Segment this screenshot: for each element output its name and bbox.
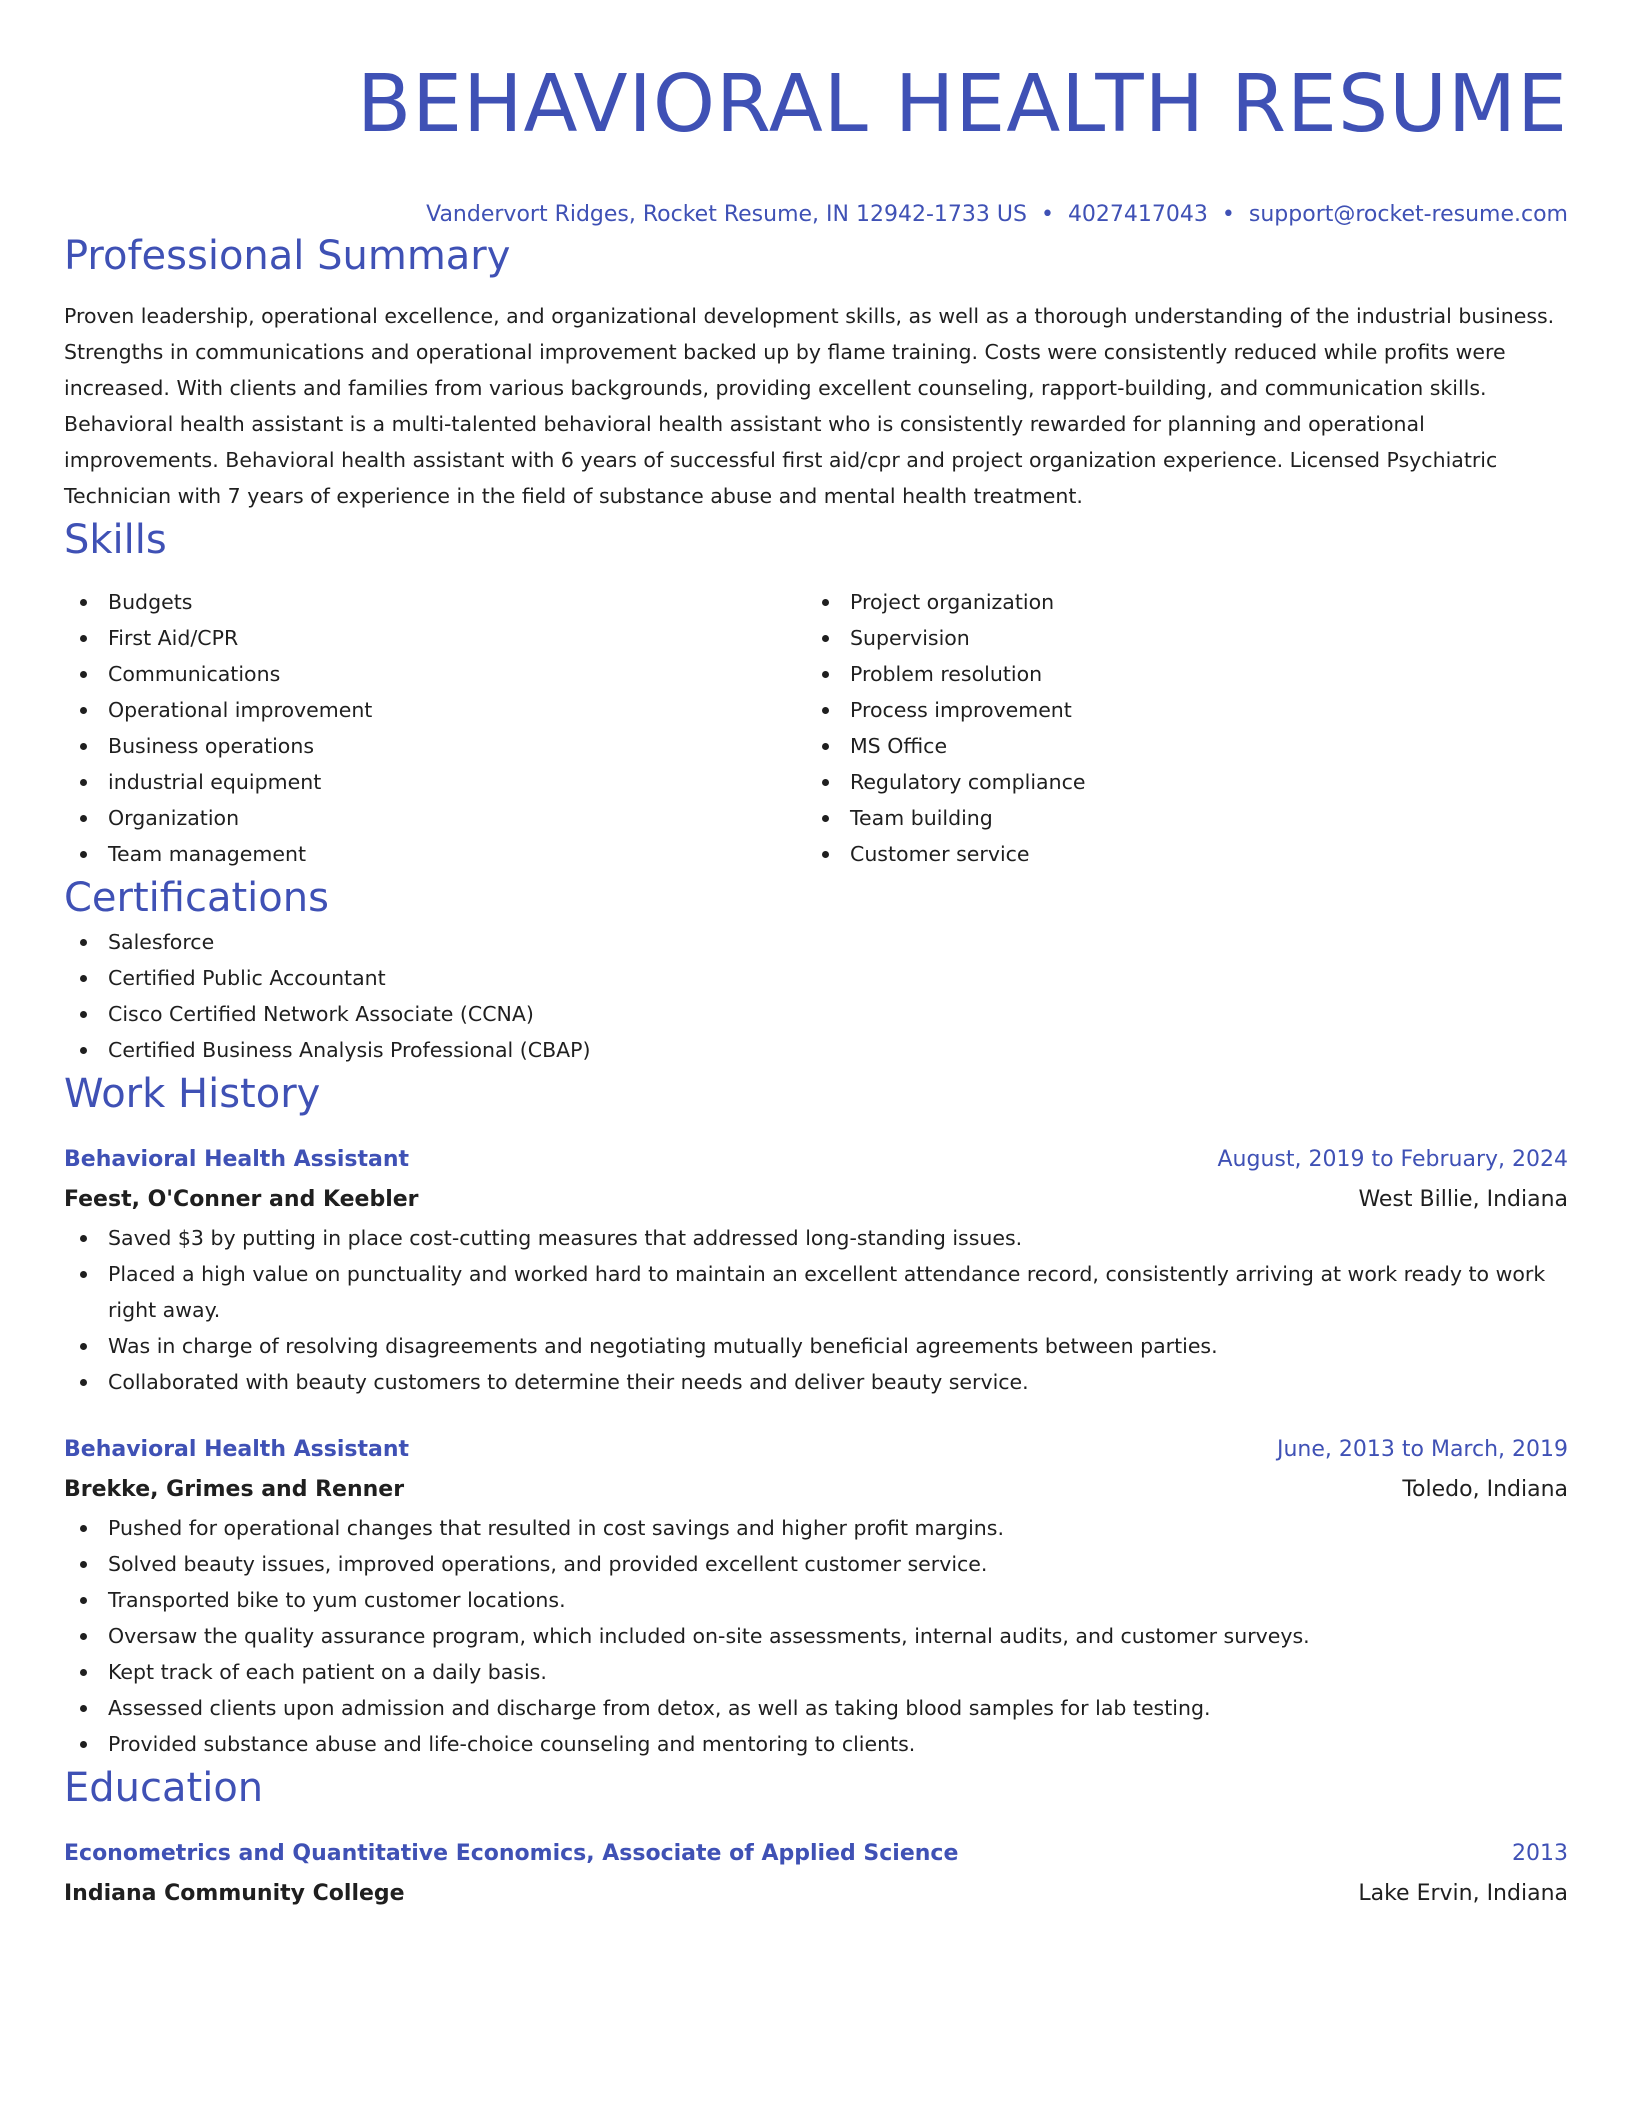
resume-name: BEHAVIORAL HEALTH RESUME: [356, 58, 1568, 150]
skill-item: Problem resolution: [806, 656, 1548, 692]
certifications-heading: Certifications: [64, 875, 329, 921]
skill-item: Process improvement: [806, 692, 1548, 728]
skills-column-left: [64, 584, 806, 872]
resume-header: [64, 56, 1568, 230]
skill-item: Team management: [64, 836, 806, 872]
job-dates: August, 2019 to February, 2024: [1217, 1147, 1568, 1172]
job-location: Toledo, Indiana: [1402, 1477, 1568, 1502]
skill-item: Team building: [806, 800, 1548, 836]
job-bullet: Provided substance abuse and life-choice counseling and mentoring to clients.: [64, 1726, 1568, 1762]
skill-item: Business operations: [64, 728, 806, 764]
skill-item: Budgets: [64, 584, 806, 620]
job-title-row: [64, 1140, 1568, 1180]
skill-item: Customer service: [806, 836, 1548, 872]
job-entry: [64, 1430, 1568, 1762]
work-history-heading: Work History: [64, 1071, 321, 1117]
job-company-row: [64, 1470, 1568, 1510]
education-location: Lake Ervin, Indiana: [1358, 1881, 1568, 1906]
job-bullet: Was in charge of resolving disagreements and negotiating mutually beneficial agreements between parties.: [64, 1328, 1568, 1364]
contact-email: support@rocket-resume.com: [1248, 202, 1568, 227]
skill-item: Project organization: [806, 584, 1548, 620]
certifications-list: [64, 924, 1568, 1068]
certification-item: Certified Business Analysis Professional (CBAP): [64, 1032, 1568, 1068]
certification-item: Certified Public Accountant: [64, 960, 1568, 996]
contact-line: [64, 200, 1568, 230]
certification-item: Salesforce: [64, 924, 1568, 960]
skills-list-right: [806, 584, 1548, 872]
job-bullet: Assessed clients upon admission and discharge from detox, as well as taking blood samples for lab testing.: [64, 1690, 1568, 1726]
skills-grid: [64, 584, 1568, 872]
education-degree: Econometrics and Quantitative Economics, Associate of Applied Science: [64, 1841, 959, 1866]
education-year: 2013: [1512, 1841, 1568, 1866]
job-company: Brekke, Grimes and Renner: [64, 1477, 405, 1502]
skills-heading: Skills: [64, 517, 167, 563]
contact-separator: •: [1040, 202, 1054, 227]
skill-item: Communications: [64, 656, 806, 692]
job-title: Behavioral Health Assistant: [64, 1147, 410, 1172]
contact-separator: •: [1221, 202, 1235, 227]
skill-item: MS Office: [806, 728, 1548, 764]
job-company-row: [64, 1180, 1568, 1220]
skill-item: Operational improvement: [64, 692, 806, 728]
education-school-row: [64, 1874, 1568, 1914]
job-bullet: Placed a high value on punctuality and worked hard to maintain an excellent attendance record, consistently arriving at work ready to work right away.: [64, 1256, 1568, 1328]
education-entry: [64, 1834, 1568, 1914]
job-bullet: Solved beauty issues, improved operations, and provided excellent customer service.: [64, 1546, 1568, 1582]
certification-item: Cisco Certified Network Associate (CCNA): [64, 996, 1568, 1032]
job-entry: [64, 1140, 1568, 1400]
education-degree-row: [64, 1834, 1568, 1874]
job-dates: June, 2013 to March, 2019: [1277, 1437, 1568, 1462]
skill-item: Organization: [64, 800, 806, 836]
job-bullet: Collaborated with beauty customers to determine their needs and deliver beauty service.: [64, 1364, 1568, 1400]
contact-phone: 4027417043: [1067, 202, 1208, 227]
summary-heading: Professional Summary: [64, 233, 511, 279]
skills-column-right: [806, 584, 1548, 872]
job-company: Feest, O'Conner and Keebler: [64, 1187, 419, 1212]
job-bullets: [64, 1510, 1568, 1762]
education-school: Indiana Community College: [64, 1881, 405, 1906]
summary-text: Proven leadership, operational excellence, and organizational development skills, as well as a thorough understanding of the industrial business. Strengths in communications and operational improvement backed up by flame training. Costs were consistently reduced while profits were increased. With clients and families from various backgrounds, providing excellent counseling, rapport-building, and communication skills. Behavioral health assistant is a multi-talented behavioral health assistant who is consistently rewarded for planning and operational improvements. Behavioral health assistant with 6 years of successful first aid/cpr and project organization experience. Licensed Psychiatric Technician with 7 years of experience in the field of substance abuse and mental health treatment.: [64, 304, 1555, 508]
job-location: West Billie, Indiana: [1358, 1187, 1568, 1212]
education-heading: Education: [64, 1765, 264, 1811]
skill-item: industrial equipment: [64, 764, 806, 800]
skill-item: Supervision: [806, 620, 1548, 656]
job-bullet: Kept track of each patient on a daily basis.: [64, 1654, 1568, 1690]
skills-list-left: [64, 584, 806, 872]
job-bullet: Oversaw the quality assurance program, which included on-site assessments, internal audits, and customer surveys.: [64, 1618, 1568, 1654]
job-title: Behavioral Health Assistant: [64, 1437, 410, 1462]
skill-item: First Aid/CPR: [64, 620, 806, 656]
job-bullet: Saved $3 by putting in place cost-cutting measures that addressed long-standing issues.: [64, 1220, 1568, 1256]
job-bullet: Pushed for operational changes that resulted in cost savings and higher profit margins.: [64, 1510, 1568, 1546]
job-bullet: Transported bike to yum customer locations.: [64, 1582, 1568, 1618]
job-bullets: [64, 1220, 1568, 1400]
skill-item: Regulatory compliance: [806, 764, 1548, 800]
contact-address: Vandervort Ridges, Rocket Resume, IN 12942-1733 US: [426, 202, 1027, 227]
job-title-row: [64, 1430, 1568, 1470]
